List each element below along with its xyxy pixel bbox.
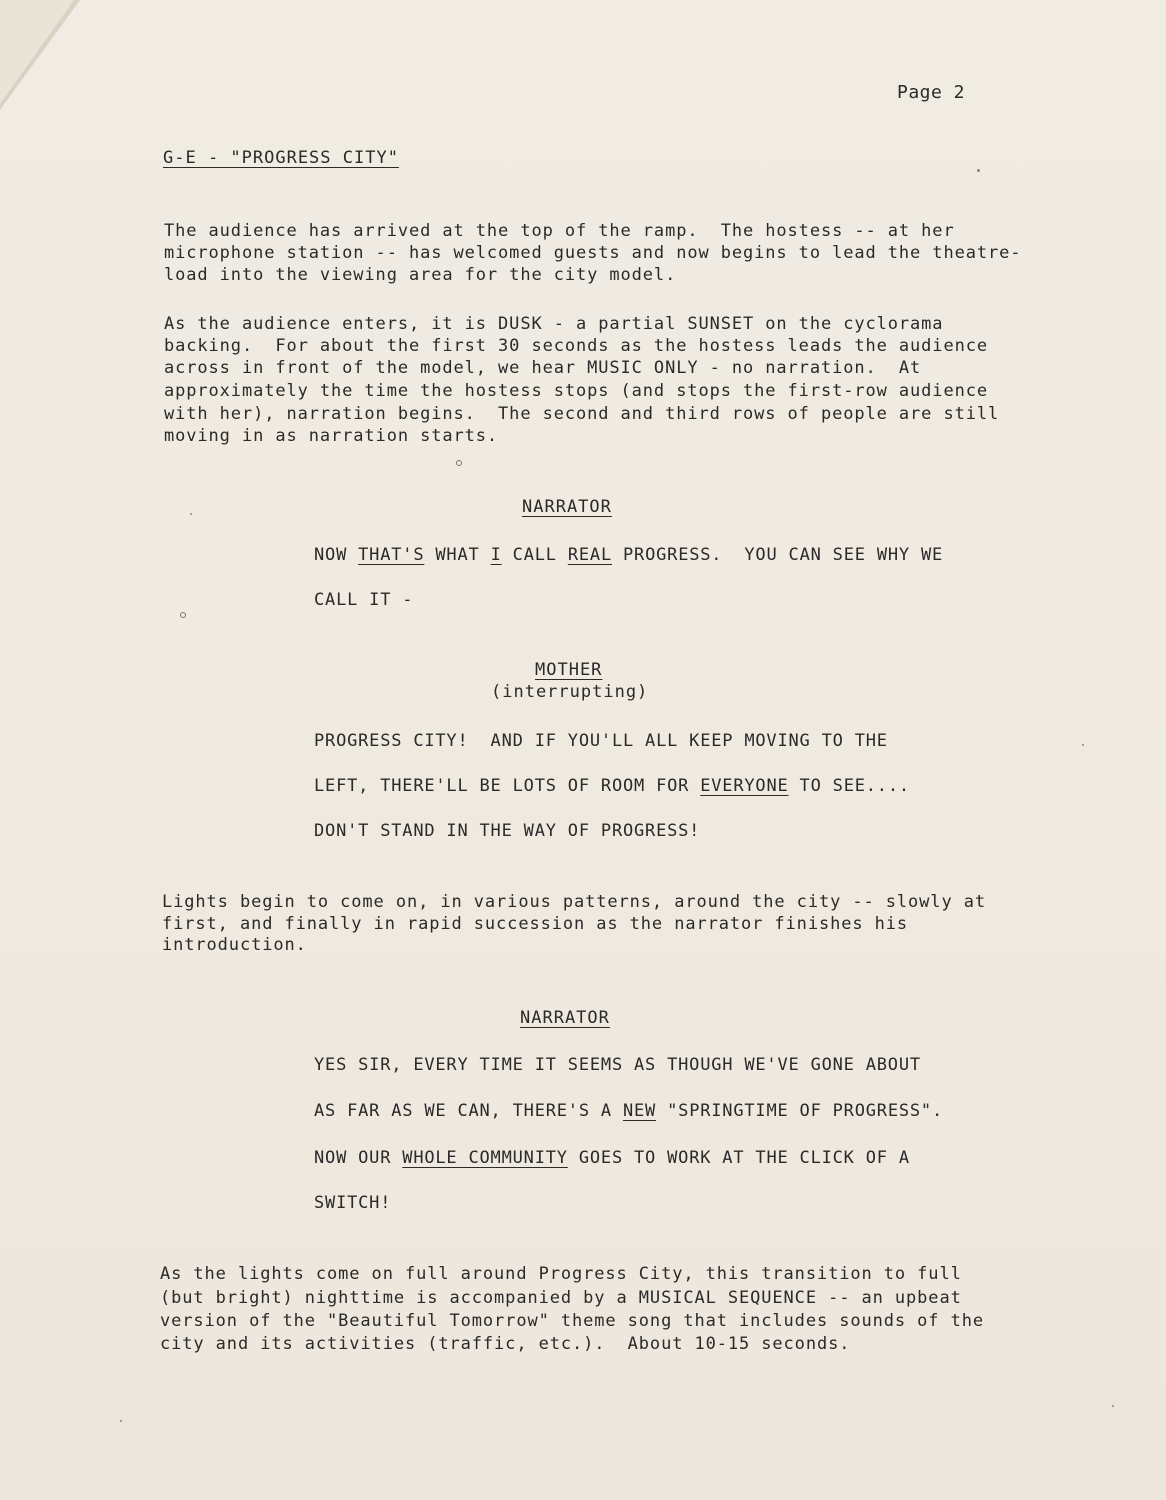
scene-heading: G-E - "PROGRESS CITY" (163, 148, 399, 168)
paragraph-4-line-1: As the lights come on full around Progress City, this transition to full (160, 1264, 962, 1284)
dialogue-text: WHAT (424, 545, 491, 565)
narrator-2-line-4: SWITCH! (314, 1193, 392, 1213)
paper-speck (190, 513, 192, 515)
paragraph-2-line-2: backing. For about the first 30 seconds as the hostess leads the audience (164, 336, 988, 356)
dialogue-text: PROGRESS. YOU CAN SEE WHY WE (611, 545, 944, 565)
folded-corner-highlight (0, 0, 74, 104)
speaker-narrator-2: NARRATOR (520, 1008, 610, 1028)
paragraph-1-line-1: The audience has arrived at the top of the ramp. The hostess -- at her (164, 221, 955, 241)
emphasis-new: NEW (622, 1101, 657, 1121)
paper-speck (120, 1420, 122, 1422)
dialogue-text: GOES TO WORK AT THE CLICK OF A (567, 1148, 910, 1168)
paper-speck (977, 169, 980, 172)
paragraph-2-line-5: with her), narration begins. The second and third rows of people are still (164, 404, 1000, 424)
emphasis-thats: THAT'S (358, 545, 425, 565)
dialogue-text: NOW OUR (314, 1148, 403, 1168)
paper-speck (1082, 744, 1084, 746)
paper-speck (1112, 1405, 1114, 1407)
dialogue-text: TO SEE.... (788, 776, 910, 796)
speaker-mother: MOTHER (535, 660, 603, 680)
emphasis-real: REAL (567, 545, 612, 565)
mother-line-2 (314, 775, 910, 797)
narrator-2-line-2 (314, 1100, 943, 1122)
narrator-2-line-1: YES SIR, EVERY TIME IT SEEMS AS THOUGH WE'VE GONE ABOUT (314, 1055, 921, 1075)
dialogue-text: CALL (501, 545, 568, 565)
emphasis-i: I (490, 545, 502, 565)
narrator-2-line-3 (314, 1147, 910, 1169)
narrator-1-line-1 (314, 544, 943, 566)
paragraph-3-line-1: Lights begin to come on, in various patterns, around the city -- slowly at (162, 892, 986, 912)
paragraph-3-line-2: first, and finally in rapid succession as the narrator finishes his (162, 914, 909, 934)
emphasis-whole-community: WHOLE COMMUNITY (402, 1148, 568, 1168)
paragraph-2-line-6: moving in as narration starts. (164, 426, 499, 446)
paragraph-1-line-2: microphone station -- has welcomed guests and now begins to lead the theatre- (164, 243, 1022, 263)
paper-speck (456, 460, 462, 466)
page-number: Page 2 (897, 82, 966, 103)
stage-direction: (interrupting) (491, 682, 649, 702)
paragraph-2-line-4: approximately the time the hostess stops (and stops the first-row audience (164, 381, 988, 401)
paragraph-4-line-4: city and its activities (traffic, etc.). About 10-15 seconds. (160, 1334, 851, 1354)
narrator-1-line-2: CALL IT - (314, 590, 414, 610)
paragraph-2-line-3: across in front of the model, we hear MUSIC ONLY - no narration. At (164, 358, 922, 378)
paper-speck (180, 612, 186, 618)
mother-line-1: PROGRESS CITY! AND IF YOU'LL ALL KEEP MOVING TO THE (314, 731, 888, 751)
dialogue-text: LEFT, THERE'LL BE LOTS OF ROOM FOR (314, 776, 701, 796)
emphasis-everyone: EVERYONE (700, 776, 789, 796)
mother-line-3: DON'T STAND IN THE WAY OF PROGRESS! (314, 821, 701, 841)
paragraph-4-line-3: version of the "Beautiful Tomorrow" theme song that includes sounds of the (160, 1311, 984, 1331)
dialogue-text: "SPRINGTIME OF PROGRESS". (656, 1101, 943, 1121)
paragraph-1-line-3: load into the viewing area for the city model. (164, 265, 677, 285)
paragraph-3-line-3: introduction. (162, 935, 307, 955)
paragraph-2-line-1: As the audience enters, it is DUSK - a partial SUNSET on the cyclorama (164, 314, 944, 334)
paragraph-4-line-2: (but bright) nighttime is accompanied by a MUSICAL SEQUENCE -- an upbeat (160, 1288, 962, 1308)
dialogue-text: AS FAR AS WE CAN, THERE'S A (314, 1101, 623, 1121)
dialogue-text: NOW (314, 545, 359, 565)
speaker-narrator-1: NARRATOR (522, 497, 612, 517)
